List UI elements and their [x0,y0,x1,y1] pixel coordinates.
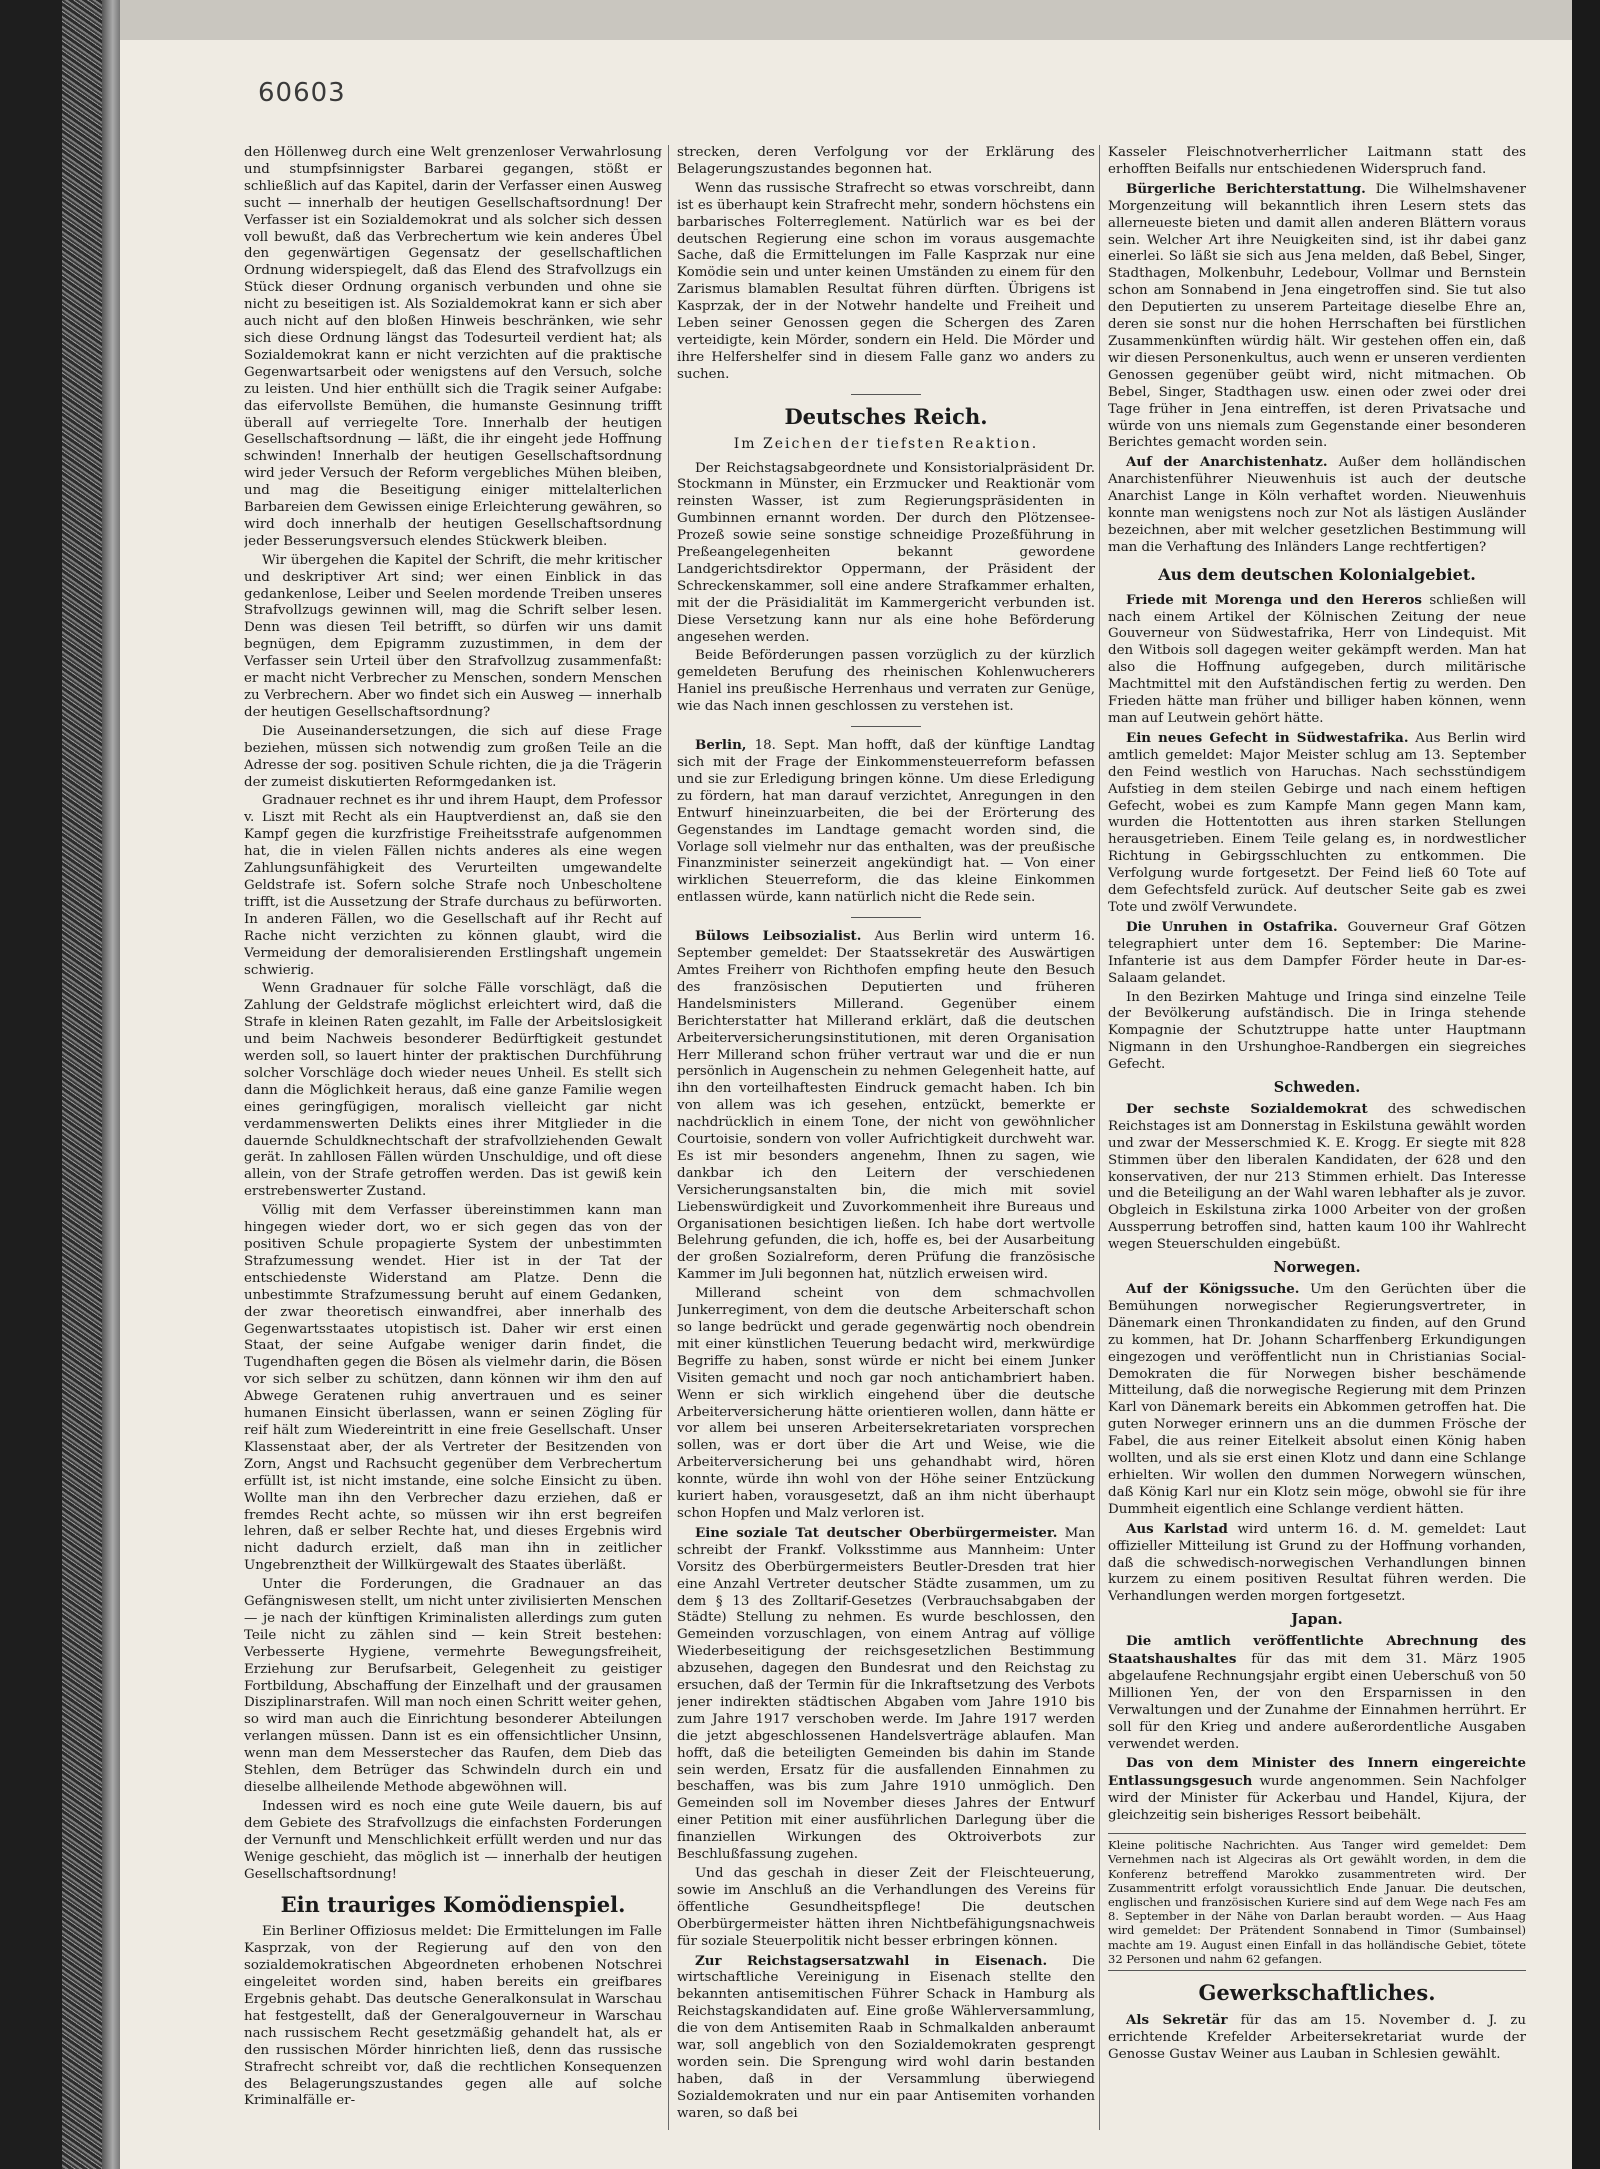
article-paragraph: Indessen wird es noch eine gute Weile dauern, bis auf dem Gebiete des Strafvollzugs die einfachsten Forderungen der Vernunft und Menschlichkeit erfüllt werden und nur das Wenige geschieht, das möglich ist — innerhalb der heutigen Gesellschaftsordnung! [244,1798,662,1882]
news-item [1108,181,1526,453]
article-paragraph: Wir übergehen die Kapitel der Schrift, die mehr kritischer und deskriptiver Art sind; wer einen Einblick in das gedankenlose, Leiber und Seelen mordende Treiben unseres Strafvollzugs gewinnen will, mag die Schrift selber lesen. Denn was diesen Teil betrifft, so dürfen wir uns damit begnügen, dem Epigramm zuzustimmen, in dem der Verfasser sein Urteil über den Strafvollzug zusammenfaßt: er macht nicht Verbrecher zu Menschen, sondern Menschen zu Verbrechern. Aber wo findet sich ein Ausweg — innerhalb der heutigen Gesellschaftsordnung? [244,552,662,720]
news-item-text: Man schreibt der Frankf. Volksstimme aus Mannheim: Unter Vorsitz des Oberbürgermeisters Beutler-Dresden trat hier eine Anzahl Vertreter deutscher Städte zusammen, um zu dem § 13 des Zolltarif-Gesetzes (Verbrauchsabgaben der Städte) Stellung zu nehmen. Es wurde beschlossen, den Gemeinden vorzuschlagen, von einem Antrag auf völlige Wiederbeseitigung der reichsgesetzlichen Bestimmung abzusehen, dagegen den Bundesrat und den Reichstag zu ersuchen, daß der Termin für die Inkraftsetzung des Verbots jener indirekten städtischen Abgaben vom Jahre 1910 bis zum Jahre 1917 verschoben werde. Im Jahre 1917 werden die jetzt abgeschlossenen Handelsverträge ablaufen. Man hofft, daß die beteiligten Gemeinden bis dahin im Stande sein werden, Ersatz für die ausfallenden Einnahmen zu beschaffen, was bis zum Jahre 1910 unmöglich. Den Gemeinden soll im November dieses Jahres der Entwurf einer Petition mit einer ausführlichen Darlegung über die finanziellen Wirkungen des Oktroiverbots zur Beschlußfassung zugehen. [677,1525,1095,1863]
news-item [677,1525,1095,1864]
news-item-text: für das mit dem 31. März 1905 abgelaufene Rechnungsjahr ergibt einen Ueberschuß von 50 Millionen Yen, der von den Ersparnissen in den Verwaltungen und der Zunahme der Einnahmen herrührt. Er soll für den Krieg und andere außerordentliche Ausgaben verwendet werden. [1108,1652,1526,1752]
country-heading: Norwegen. [1273,1259,1361,1277]
news-item-lead: Bülows Leibsozialist. [695,928,862,945]
news-item-lead: Die amtlich veröffentlichte Abrechnung des Staatshaushaltes [1108,1633,1526,1668]
article-paragraph: Und das geschah in dieser Zeit der Fleischteuerung, sowie im Anschluß an die Verhandlungen des Vereins für öffentliche Gesundheitspflege! Die deutschen Oberbürgermeister hätten ihren Nichtbefähigungsnachweis für soziale Steuerpolitik nicht besser erbringen können. [677,1866,1095,1949]
section-divider [851,394,921,395]
column-rule [668,145,669,2130]
news-item-text: Aus Berlin wird amtlich gemeldet: Major Meister schlug am 13. September den Feind westlich von Haruchas. Nach sechsstündigem Aufstieg in dem steilen Gebirge und nach einem heftigen Gefecht, wobei es zum Kampfe Mann gegen Mann kam, wurden die Hottentotten aus ihren starken Stellungen herausgetrieben. Einem Teile gelang es, in nordwestlicher Richtung in Gebirgsschluchten zu entkommen. Die Verfolgung wurde fortgesetzt. Der Feind ließ 60 Tote auf dem Gefechtsfeld zurück. Auf deutscher Seite gab es zwei Tote und zwölf Verwundete. [1108,730,1526,915]
marbled-binding-edge [62,0,102,2169]
news-item-text: Aus Berlin wird unterm 16. September gemeldet: Der Staatssekretär des Auswärtigen Amtes Freiherr von Richthofen empfing heute den Besuch des französischen Deputierten und früheren Handelsministers Millerand. Gegenüber einem Berichterstatter hat Millerand erklärt, daß die deutschen Arbeiterversicherungsinstitutionen, mit deren Organisation Herr Millerand schon früher vertraut war und die er nun persönlich in Augenschein zu nehmen Gelegenheit hatte, auf ihn den vorteilhaftesten Eindruck gemacht haben. Ich bin von allem was ich gesehen, entzückt, bemerkte er nachdrücklich in einem Tone, der nicht von gewöhnlicher Courtoisie, sondern von voller Aufrichtigkeit durchweht war. Es ist mir besonders angenehm, Ihnen zu sagen, wie dankbar ich den Leitern der verschiedenen Versicherungsanstalten bin, die mich mit soviel Liebenswürdigkeit und Zuvorkommenheit ihre Bureaus und Organisationen besichtigen ließen. Ich habe dort wertvolle Belehrung gefunden, die ich, hoffe es, bei der Ausarbeitung der großen Sozialreform, deren Prüfung die französische Kammer im Juli begonnen hat, nützlich erweisen wird. [677,929,1095,1283]
news-item-text: wurde angenommen. Sein Nachfolger wird der Minister für Ackerbau und Handel, Kijura, der gleichzeitig sein bisheriges Ressort beibehält. [1108,1774,1526,1824]
news-item [1108,919,1526,988]
column-2 [677,145,1095,2135]
news-item-lead: Auf der Anarchistenhatz. [1126,454,1328,471]
news-item-lead: Ein neues Gefecht in Südwestafrika. [1126,729,1409,746]
news-item-text: des schwedischen Reichstages ist am Donnerstag in Eskilstuna gewählt worden und zwar der Messerschmied K. E. Krogg. Er siegte mit 828 Stimmen über den liberalen Kandidaten, der 628 und den konservativen, der nur 213 Stimmen erhielt. Das Interesse und die Beteiligung an der Wahl waren lebhafter als je zuvor. Obgleich in Eskilstuna zirka 1000 Arbeiter von der großen Aussperrung betroffen sind, hatten kaum 100 ihr Wahlrecht wegen Steuerschulden eingebüßt. [1108,1101,1526,1253]
news-item [1108,592,1526,728]
news-item-lead: Berlin, [695,737,747,754]
column-rule [1099,145,1100,2130]
article-subheading: Im Zeichen der tiefsten Reaktion. [733,435,1039,452]
news-item-text: schließen will nach einem Artikel der Kölnischen Zeitung der neue Gouverneur von Südwestafrika, Herr von Lindequist. Mit den Witbois soll dagegen weiter gekämpft werden. Man hat also die Hoffnung aufgegeben, durch militärische Machtmittel mit den Aufständischen fertig zu werden. Den Frieden hätte man früher und billiger haben können, wenn man auf Leutwein gehört hätte. [1108,592,1526,726]
news-item [677,1953,1095,2123]
news-item-text: Um den Gerüchten über die Bemühungen norwegischer Regierungsvertreter, in Dänemark einen Thronkandidaten zu finden, auf den Grund zu kommen, hat Dr. Johann Scharffenberg Erkundigungen eingezogen und veröffentlicht nun in Christianias Social-Demokraten die für Norwegen bisher beschämende Mitteilung, daß die norwegische Regierung mit dem Prinzen Karl von Dänemark bereits ein Abkommen getroffen hat. Die guten Norweger erinnern uns an die dummen Frösche der Fabel, die aus reiner Eitelkeit absolut einen König haben wollten, und als sie erst einen Klotz und dann eine Schlange erhielten. Wir wollen den dummen Norwegern wünschen, daß König Karl nur ein Klotz sein möge, obwohl sie für ihre Dummheit eigentlich eine Schlange verdient hätten. [1108,1282,1526,1517]
page-number: 60603 [258,78,346,108]
news-item-lead: Friede mit Morenga und den Hereros [1126,591,1422,608]
article-paragraph: Völlig mit dem Verfasser übereinstimmen kann man hingegen wieder dort, wo er sich gegen das von der positiven Schule propagierte System der unbestimmten Strafzumessung wendet. Hier ist in der Tat der entschiedenste Widerstand am Platze. Denn die unbestimmte Strafzumessung beruht auf einem Gedanken, der zwar theoretisch einwandfrei, aber innerhalb des Gegenwartsstaates utopistisch ist. Daher wir erst einen Staat, der seine Aufgabe weniger darin findet, die Tugendhaften gegen die Bösen als vielmehr darin, die Bösen vor sich selber zu schützen, dann können wir ihm den auf Abwege Geratenen ruhig anvertrauen und es seiner humanen Einsicht überlassen, wann er seinen Zögling für reif hält zum Wiedereintritt in eine freie Gesellschaft. Unser Klassenstaat aber, der als Vertreter der Besitzenden von Zorn, Angst und Rachsucht gegenüber dem Verbrechertum erfüllt ist, ist nicht imstande, eine solche Einsicht zu üben. Wollte man ihn den Verbrecher dazu erziehen, daß er fremdes Recht achte, so müssen wir ihn erst begreifen lehren, daß er selber Rechte hat, und dieses Ergebnis wird nicht dadurch erzielt, daß man ihn in zeitlicher Ungebrenztheit der Willkürgewalt des Staates überläßt. [244,1203,662,1574]
news-item-text: Gouverneur Graf Götzen telegraphiert unter dem 16. September: Die Marine-Infanterie ist aus dem Dampfer Förder heute in Dar-es-Salaam gelandet. [1108,919,1526,986]
news-item-lead: Eine soziale Tat deutscher Oberbürgermeister. [695,1524,1058,1541]
scan-border [1572,0,1600,2169]
news-item-lead: Der sechste Sozialdemokrat [1126,1100,1368,1117]
article-paragraph: Gradnauer rechnet es ihr und ihrem Haupt, dem Professor v. Liszt mit Recht als ein Hauptverdienst an, daß sie den Kampf gegen die kurzfristige Freiheitsstrafe aufgenommen hat, die in vielen Fällen nichts anderes als eine wegen Zahlungsunfähigkeit des Verurteilten umgewandelte Geldstrafe ist. Sofern solche Strafe noch Unbescholtene trifft, ist die Aussetzung der Strafe durchaus zu befürworten. In anderen Fällen, wo die Gesellschaft auf ihr Recht auf Rache nicht verzichten zu können glaubt, wird die Vermeidung der demoralisierenden Erstlingshaft ungemein schwierig. [244,793,662,978]
section-heading: Gewerkschaftliches. [1198,1979,1436,2005]
news-item [1108,2012,1526,2064]
article-paragraph: Wenn das russische Strafrecht so etwas vorschreibt, dann ist es überhaupt kein Strafrecht mehr, sondern höchstens ein barbarisches Folterreglement. Natürlich war es bei der deutschen Regierung eine schon im voraus ausgemachte Sache, daß die Ermittelungen im Falle Kasprzak nur eine Komödie sein und unter keinen Umständen zu einem für den Zarismus blamablen Resultat führen dürften. Übrigens ist Kasprzak, der in der Notwehr handelte und Freiheit und Leben seiner Genossen gegen die Schergen des Zaren verteidigte, kein Mörder, sondern ein Held. Die Mörder und ihre Helfershelfer sind in diesem Falle ganz wo anders zu suchen. [677,180,1095,382]
news-item [1108,1101,1526,1254]
section-heading: Deutsches Reich. [784,403,988,429]
article-paragraph: Die Auseinandersetzungen, die sich auf diese Frage beziehen, müssen sich notwendig zum großen Teile an die Adresse der sog. positiven Schule richten, die ja die Trägerin der zumeist diskutierten Reformgedanken ist. [244,723,662,790]
news-item-lead: Aus Karlstad [1126,1520,1228,1537]
news-item-lead: Auf der Königssuche. [1126,1281,1300,1297]
column-1 [244,145,662,2135]
news-item [1108,1755,1526,1825]
country-heading: Japan. [1291,1611,1343,1629]
news-item-text: Die Wilhelmshavener Morgenzeitung will bekanntlich ihren Lesern stets das allerneueste bieten und damit allen anderen Blättern voraus sein. Welcher Art ihre Neuigkeiten sind, ist ihr dabei ganz einerlei. So läßt sie sich aus Jena melden, daß Bebel, Singer, Stadthagen, Molkenbuhr, Ledebour, Vollmar und Bernstein schon am Sonnabend in Jena eingetroffen sind. Sie tut also den Deputierten zu unserem Parteitage dieselbe Ehre an, deren sie sonst nur die hohen Herrschaften bei fürstlichen Zusammenkünften würdig hält. Wir gestehen offen ein, daß wir diesen Personenkultus, auch wenn er unseren verdienten Genossen gegenüber geübt wird, nicht mitmachen. Ob Bebel, Singer, Stadthagen usw. einen oder zwei oder drei Tage früher in Jena eintreffen, ist deren Privatsache und würde von uns niemals zum Gegenstande einer besonderen Berichtes gemacht worden sein. [1108,181,1526,451]
section-divider [851,917,921,918]
article-paragraph: In den Bezirken Mahtuge und Iringa sind einzelne Teile der Bevölkerung aufständisch. Die in Iringa stehende Kompagnie der Schutztruppe hatte unter Hauptmann Nigmann in den Urshunghoe-Randbergen ein siegreiches Gefecht. [1108,989,1526,1073]
country-heading: Schweden. [1273,1079,1361,1097]
article-paragraph: Beide Beförderungen passen vorzüglich zu der kürzlich gemeldeten Berufung des rheinischen Kohlenwucherers Haniel ins preußische Herrenhaus und verraten zur Genüge, wie das Nach innen geschlossen zu verstehen ist. [677,648,1095,715]
news-item [1108,454,1526,556]
article-paragraph: strecken, deren Verfolgung vor der Erklärung des Belagerungszustandes begonnen hat. [677,145,1095,177]
news-item-lead: Zur Reichstagsersatzwahl in Eisenach. [695,1952,1048,1969]
article-paragraph: Millerand scheint von dem schmachvollen Junkerregiment, von dem die deutsche Arbeiterschaft schon so lange bedrückt und gerade gegenwärtig noch obendrein mit einer künstlichen Teuerung bedacht wird, merkwürdige Begriffe zu haben, sonst würde er nicht bei einem Junker Visiten gemacht und noch gar noch antichambriert haben. Wenn er sich wirklich eingehend über die deutsche Arbeiterversicherung hätte orientieren wollen, dann hätte er vor allem bei unseren Arbeitersekretariaten vorsprechen sollen, was er dort über die Art und Weise, wie die Arbeiterversicherung bei uns gehandhabt wird, hören konnte, würde ihn wohl von der Höhe seiner Entzückung kuriert haben, vorausgesetzt, daß an ihm nicht überhaupt schon Hopfen und Malz verloren ist. [677,1286,1095,1521]
news-item [677,737,1095,907]
news-item-lead: Die Unruhen in Ostafrika. [1126,918,1338,935]
news-item-text: für das am 15. November d. J. zu errichtende Krefelder Arbeitersekretariat wurde der Genosse Gustav Weiner aus Lauban in Schlesien gewählt. [1108,2012,1526,2062]
section-divider [851,726,921,727]
news-item [677,928,1095,1284]
news-item-text: Außer dem holländischen Anarchistenführer Nieuwenhuis ist auch der deutsche Anarchist Lange in Köln verhaftet worden. Nieuwenhuis konnte man wenigstens noch zur Not als lästigen Ausländer bezeichnen, aber mit welcher gesetzlichen Bestimmung will man die Verhaftung des Inländers Lange rechtfertigen? [1108,455,1526,555]
book-binding [0,0,62,2169]
page-gutter [102,0,120,2169]
news-item-lead: Bürgerliche Berichterstattung. [1126,180,1366,197]
column-3 [1108,145,1526,2135]
news-item-lead: Das von dem Minister des Innern eingereichte Entlassungsgesuch [1108,1755,1526,1790]
news-item-lead: Als Sekretär [1126,2011,1228,2028]
news-item-text: wird unterm 16. d. M. gemeldet: Laut offizieller Mitteilung ist Grund zu der Hoffnung vorhanden, daß die schwedisch-norwegischen Verhandlungen binnen kurzem zu einem positiven Resultat führen werden. Die Verhandlungen werden morgen fortgesetzt. [1108,1521,1526,1605]
article-paragraph: Der Reichstagsabgeordnete und Konsistorialpräsident Dr. Stockmann in Münster, ein Erzmucker und Reaktionär vom reinsten Wasser, ist zum Regierungspräsidenten in Gumbinnen ernannt worden. Der durch den Plötzensee-Prozeß sowie seine sonstige schneidige Prozeßführung in Preßeangelegenheiten bekannt gewordene Landgerichtsdirektor Oppermann, der Präsident der Schreckenskammer, soll eine andere Strafkammer erhalten, mit der die Präsidialität im Kammergericht verbunden ist. Diese Versetzung kann nur als eine hohe Beförderung angesehen werden. [677,460,1095,645]
article-heading: Ein trauriges Komödienspiel. [280,1892,626,1918]
article-paragraph: Kasseler Fleischnotverherrlicher Laitmann statt des erhofften Beifalls nur entschiedenen Widerspruch fand. [1108,145,1526,177]
small-news-text: Kleine politische Nachrichten. Aus Tanger wird gemeldet: Dem Vernehmen nach ist Algeciras als Ort gewählt worden, in dem die Konferenz betreffend Marokko zusammentreten wird. Der Zusammentritt erfolgt voraussichtlich Ende Januar. Die deutschen, englischen und französischen Kuriere sind auf dem Wege nach Fes am 8. September in der Nähe von Darlan beraubt worden. — Aus Haag wird gemeldet: Der Prätendent Sonnabend in Timor (Sumbainsel) machte am 19. August einen Einfall in das holländische Gebiet, tötete 32 Personen und nahm 62 gefangen. [1108,1838,1526,1966]
small-news-box [1108,1833,1526,1971]
news-item-text: Die wirtschaftliche Vereinigung in Eisenach stellte den bekannten antisemitischen Führer Schack in Hamburg als Reichstagskandidaten auf. Eine große Wählerversammlung, die von dem Antisemiten Raab in Schmalkalden anberaumt war, soll angeblich von den Sozialdemokraten gesprengt worden sein. Die Sprengung wird wohl darin bestanden haben, daß in der Versammlung überwiegend Sozialdemokraten und nur ein paar Antisemiten vorhanden waren, so daß bei [677,1953,1095,2121]
news-item [1108,1281,1526,1519]
article-paragraph: Unter die Forderungen, die Gradnauer an das Gefängniswesen stellt, um nicht unter zivilisierten Menschen — je nach der künftigen Kriminalisten allerdings zum guten Teile nicht zu zählen sind — kein Streit bestehen: Verbesserte Hygiene, vermehrte Bewegungsfreiheit, Erziehung zur Berufsarbeit, Gelegenheit zu geistiger Fortbildung, Abschaffung der Einzelhaft und der grausamen Disziplinarstrafen. Will man noch einen Schritt weiter gehen, so wird man auch die Einrichtung besonderer Abteilungen verlangen müssen. Dann ist es ein offensichtlicher Unsinn, wenn man dem Messerstecher das Raufen, dem Dieb das Stehlen, dem Betrüger das Schwindeln durch ein und dieselbe allheilende Methode abgewöhnen will. [244,1577,662,1795]
article-paragraph: Wenn Gradnauer für solche Fälle vorschlägt, daß die Zahlung der Geldstrafe möglichst erleichtert wird, daß die Strafe in kleinen Raten gezahlt, im Falle der Arbeitslosigkeit und beim Nachweis besonderer Bedürftigkeit gestundet werden soll, so lauert hinter der praktischen Durchführung solcher Vorschläge doch wieder neues Unheil. Es stellt sich dann die Möglichkeit heraus, daß eine ganze Familie wegen eines geringfügigen, moralisch vielleicht gar nicht verdammenswerten Delikts eines ihrer Mitglieder in die dauernde Schuldknechtschaft der strafvollziehenden Gewalt gerät. In zahllosen Fällen würden Unschuldige, und oft diese allein, von der Strafe getroffen werden. Das ist gewiß kein erstrebenswerter Zustand. [244,981,662,1200]
article-paragraph: den Höllenweg durch eine Welt grenzenloser Verwahrlosung und stumpfsinnigster Barbarei gegangen, stößt er schließlich auf das Kapitel, darin der Verfasser einen Ausweg sucht — innerhalb der heutigen Gesellschaftsordnung! Der Verfasser ist ein Sozialdemokrat und als solcher sich dessen voll bewußt, daß das Verbrechertum wie kein anderes Übel den gegenwärtigen Gegensatz der gesellschaftlichen Ordnung widerspiegelt, daß das Elend des Strafvollzugs ein Stück dieser Ordnung organisch verbunden und ohne sie nicht zu beseitigen ist. Als Sozialdemokrat kann er sich aber auch nicht auf den bloßen Hinweis beschränken, wie sehr sich diese Ordnung längst das Todesurteil verdient hat; als Sozialdemokrat kann er nicht verzichten auf die praktische Gegenwartsarbeit oder wenigstens auf den Versuch, solche zu leisten. Und hier enthüllt sich die Tragik seiner Aufgabe: das eifervollste Bemühen, die humanste Gesinnung trifft überall auf verriegelte Tore. Innerhalb der heutigen Gesellschaftsordnung — läßt, die ihr eingeht jede Hoffnung schwinden! Innerhalb der heutigen Gesellschaftsordnung wird jeder Versuch der Reform vergebliches Mühen bleiben, und mag die Beseitigung einiger mittelalterlichen Barbareien dem Gewissen einige Erleichterung gewähren, so wird doch innerhalb der heutigen Gesellschaftsordnung jeder Besserungsversuch elendes Stückwerk bleiben. [244,145,662,549]
news-item [1108,730,1526,917]
section-heading: Aus dem deutschen Kolonialgebiet. [1158,564,1476,584]
news-item-text: 18. Sept. Man hofft, daß der künftige Landtag sich mit der Frage der Einkommensteuerreform befassen und sie zur Erledigung bringen könne. Um diese Erledigung zu fördern, hat man darauf verzichtet, Anregungen in den Entwurf hineinzuarbeiten, die bei der Erörterung des Gegenstandes im Landtage gemacht worden sind, die Vorlage soll vielmehr nur das enthalten, was der preußische Finanzminister seinerzeit angekündigt hat. — Von einer wirklichen Steuerreform, die das kleine Einkommen entlassen würde, kann natürlich nicht die Rede sein. [677,738,1095,906]
article-paragraph: Ein Berliner Offiziosus meldet: Die Ermittelungen im Falle Kasprzak, von der Regierung auf den von den sozialdemokratischen Abgeordneten erhobenen Notschrei eingeleitet worden sind, haben bereits ein greifbares Ergebnis gehabt. Das deutsche Generalkonsulat in Warschau hat festgestellt, daß der Generalgouverneur in Warschau nach russischem Recht gesetzmäßig gehandelt hat, als er den russischen Mörder hinrichten ließ, denn das russische Strafrecht schreibt vor, daß die rechtlichen Konsequenzen des Belagerungszustandes gegen alle auf solche Kriminalfälle er- [244,1924,662,2109]
news-item [1108,1521,1526,1607]
news-item [1108,1633,1526,1753]
